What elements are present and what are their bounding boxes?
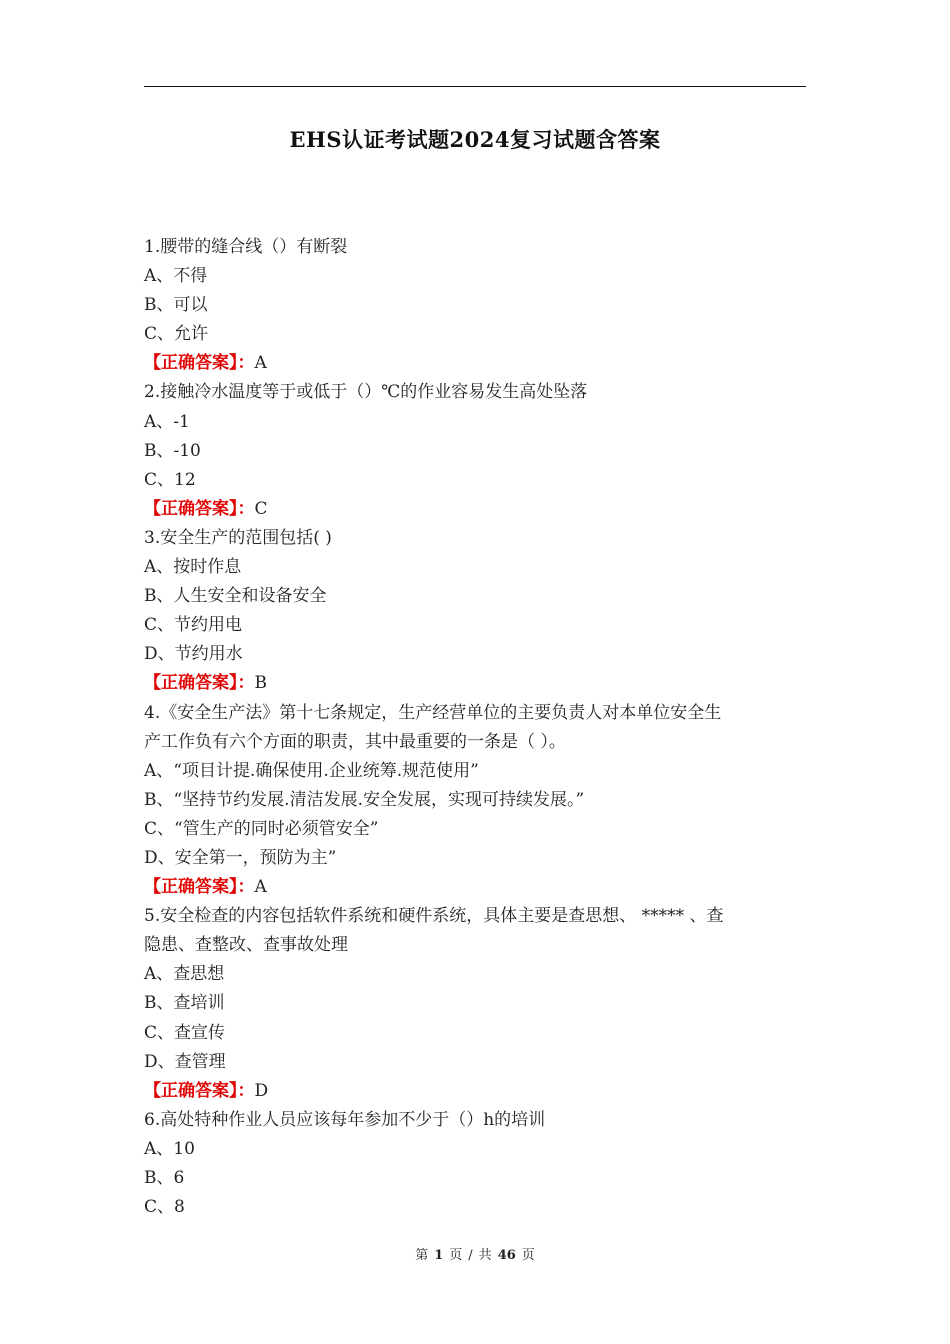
footer-separator: / <box>468 1248 473 1263</box>
question-3-answer <box>144 669 810 698</box>
question-5-answer <box>144 1077 810 1106</box>
answer-label: 【正确答案】： <box>144 498 255 519</box>
footer-total-unit: 页 <box>521 1248 535 1263</box>
question-4-option-a: A、“项目计提.确保使用.企业统筹.规范使用” <box>144 760 479 781</box>
question-4-text-line-1: 4.《安全生产法》第十七条规定，生产经营单位的主要负责人对本单位安全生 <box>144 702 722 723</box>
question-2-text: 2.接触冷水温度等于或低于（）℃的作业容易发生高处坠落 <box>144 382 588 403</box>
answer-label: 【正确答案】： <box>144 673 255 694</box>
question-5-text-line-1: 5.安全检查的内容包括软件系统和硬件系统，具体主要是查思想、 ***** 、查 <box>144 906 724 927</box>
question-2-option-c: C、12 <box>144 469 196 490</box>
header-rule <box>144 86 806 87</box>
question-3-option-d: D、节约用水 <box>144 644 243 665</box>
answer-label: 【正确答案】： <box>144 1080 255 1101</box>
question-6-option-a: A、10 <box>144 1138 195 1159</box>
answer-value: D <box>254 1080 269 1101</box>
question-4-option-b: B、“坚持节约发展.清洁发展.安全发展，实现可持续发展。” <box>144 789 585 810</box>
question-3-text: 3.安全生产的范围包括( ) <box>144 527 332 548</box>
question-6-text: 6.高处特种作业人员应该每年参加不少于（）h的培训 <box>144 1109 546 1130</box>
question-1-text: 1.腰带的缝合线（）有断裂 <box>144 237 348 257</box>
question-1-option-a: A、不得 <box>144 266 208 287</box>
question-4-option-c: C、“管生产的同时必须管安全” <box>144 818 379 839</box>
question-3-option-b: B、人生安全和设备安全 <box>144 586 327 607</box>
question-5-text-line-2: 隐患、查整改、查事故处理 <box>144 935 348 956</box>
question-6-option-b: B、6 <box>144 1168 185 1188</box>
answer-value: A <box>254 877 267 898</box>
question-6-option-c: C、8 <box>144 1197 185 1218</box>
question-4-option-d: D、安全第一，预防为主” <box>144 847 337 868</box>
question-1-option-c: C、允许 <box>144 324 209 345</box>
page-footer <box>0 1244 950 1263</box>
question-5-option-b: B、查培训 <box>144 993 225 1014</box>
footer-total-prefix: 共 <box>478 1248 492 1263</box>
question-2-option-b: B、-10 <box>144 440 201 461</box>
question-2-option-a: A、-1 <box>144 411 190 432</box>
document-title: EHS认证考试题2024复习试题含答案 <box>289 127 661 152</box>
footer-page-number: 1 <box>434 1248 444 1263</box>
answer-label: 【正确答案】： <box>144 877 255 898</box>
footer-prefix: 第 <box>415 1248 429 1263</box>
question-3-option-c: C、节约用电 <box>144 615 243 636</box>
answer-value: B <box>254 673 267 694</box>
footer-total-pages: 46 <box>497 1248 516 1263</box>
question-1-answer <box>144 349 810 378</box>
answer-value: A <box>254 353 267 374</box>
question-5-option-c: C、查宣传 <box>144 1022 226 1043</box>
question-2-answer <box>144 495 810 524</box>
footer-page-unit: 页 <box>449 1248 463 1263</box>
question-3-option-a: A、按时作息 <box>144 557 242 578</box>
answer-value: C <box>254 498 268 519</box>
question-5-option-a: A、查思想 <box>144 964 225 985</box>
answer-label: 【正确答案】： <box>144 353 255 374</box>
question-list <box>144 233 810 1222</box>
question-4-text-line-2: 产工作负有六个方面的职责，其中最重要的一条是（ ）。 <box>144 731 566 752</box>
question-5-option-d: D、查管理 <box>144 1051 226 1072</box>
question-4-answer <box>144 873 810 902</box>
question-1-option-b: B、可以 <box>144 295 208 316</box>
